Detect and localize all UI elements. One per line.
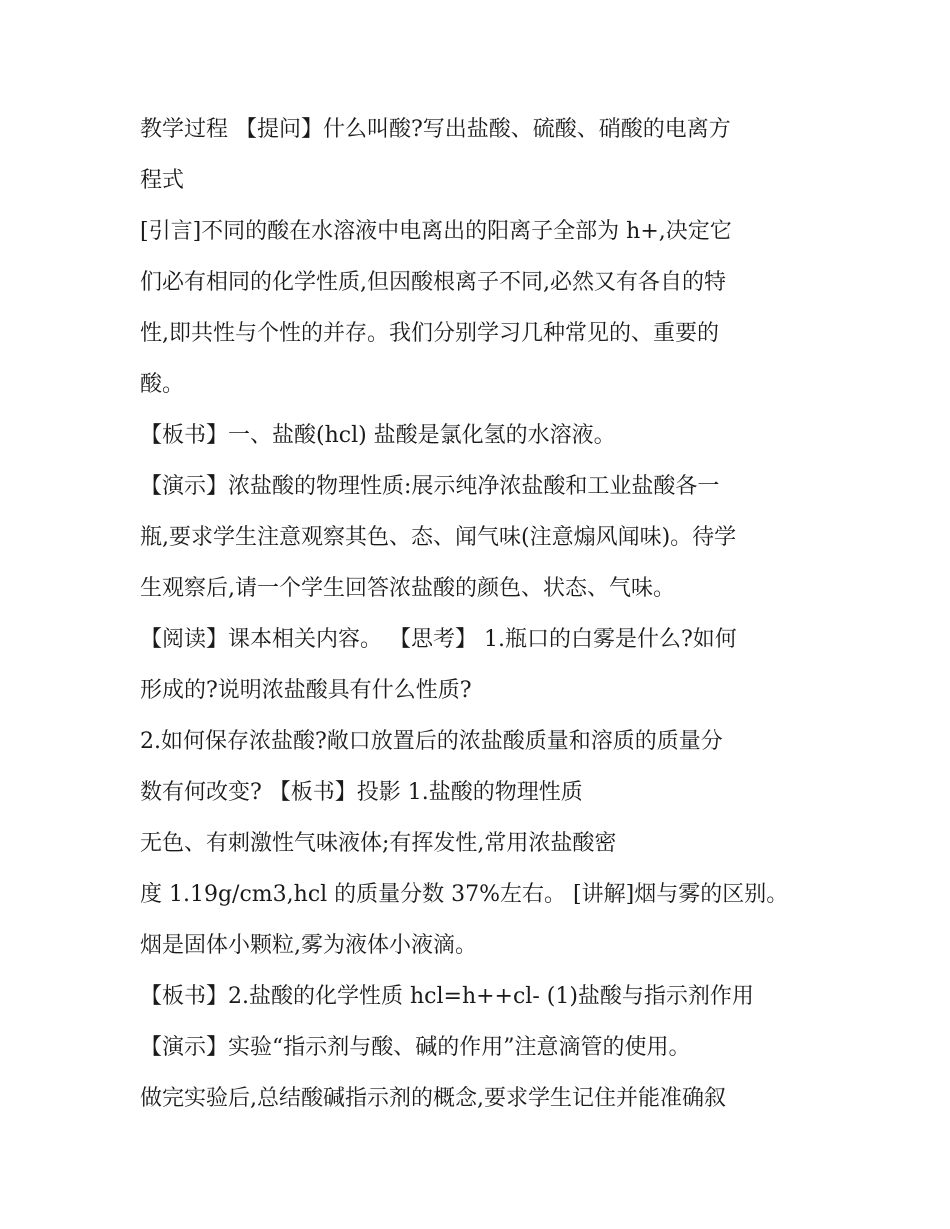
text-line: 【演示】实验“指示剂与酸、碱的作用”注意滴管的使用。 — [140, 1035, 691, 1060]
text-line: 度 1.19g/cm3,hcl 的质量分数 37%左右。 [讲解]烟与雾的区别。 — [140, 882, 789, 907]
text-line: 2.如何保存浓盐酸?敞口放置后的浓盐酸质量和溶质的质量分 — [140, 729, 723, 754]
text-line: 数有何改变? 【板书】投影 1.盐酸的物理性质 — [140, 780, 583, 805]
text-line: 【板书】一、盐酸(hcl) 盐酸是氯化氢的水溶液。 — [140, 423, 616, 448]
lesson-text — [140, 104, 820, 1124]
text-line: 做完实验后,总结酸碱指示剂的概念,要求学生记住并能准确叙 — [140, 1086, 726, 1111]
text-line: [引言]不同的酸在水溶液中电离出的阳离子全部为 h+,决定它 — [140, 219, 732, 244]
text-line: 程式 — [140, 168, 185, 193]
text-line: 教学过程 【提问】什么叫酸?写出盐酸、硫酸、硝酸的电离方 — [140, 117, 731, 142]
text-line: 瓶,要求学生注意观察其色、态、闻气味(注意煽风闻味)。待学 — [140, 525, 737, 550]
text-line: 无色、有刺激性气味液体;有挥发性,常用浓盐酸密 — [140, 831, 617, 856]
text-line: 【阅读】课本相关内容。 【思考】 1.瓶口的白雾是什么?如何 — [140, 627, 737, 652]
text-line: 烟是固体小颗粒,雾为液体小液滴。 — [140, 933, 477, 958]
text-line: 形成的?说明浓盐酸具有什么性质? — [140, 678, 472, 703]
text-line: 性,即共性与个性的并存。我们分别学习几种常见的、重要的 — [140, 321, 719, 346]
text-line: 酸。 — [140, 372, 185, 397]
text-line: 生观察后,请一个学生回答浓盐酸的颜色、状态、气味。 — [140, 576, 675, 601]
text-line: 们必有相同的化学性质,但因酸根离子不同,必然又有各自的特 — [140, 270, 726, 295]
text-line: 【板书】2.盐酸的化学性质 hcl=h++cl- (1)盐酸与指示剂作用 — [140, 984, 754, 1009]
text-line: 【演示】浓盐酸的物理性质:展示纯净浓盐酸和工业盐酸各一 — [140, 474, 720, 499]
